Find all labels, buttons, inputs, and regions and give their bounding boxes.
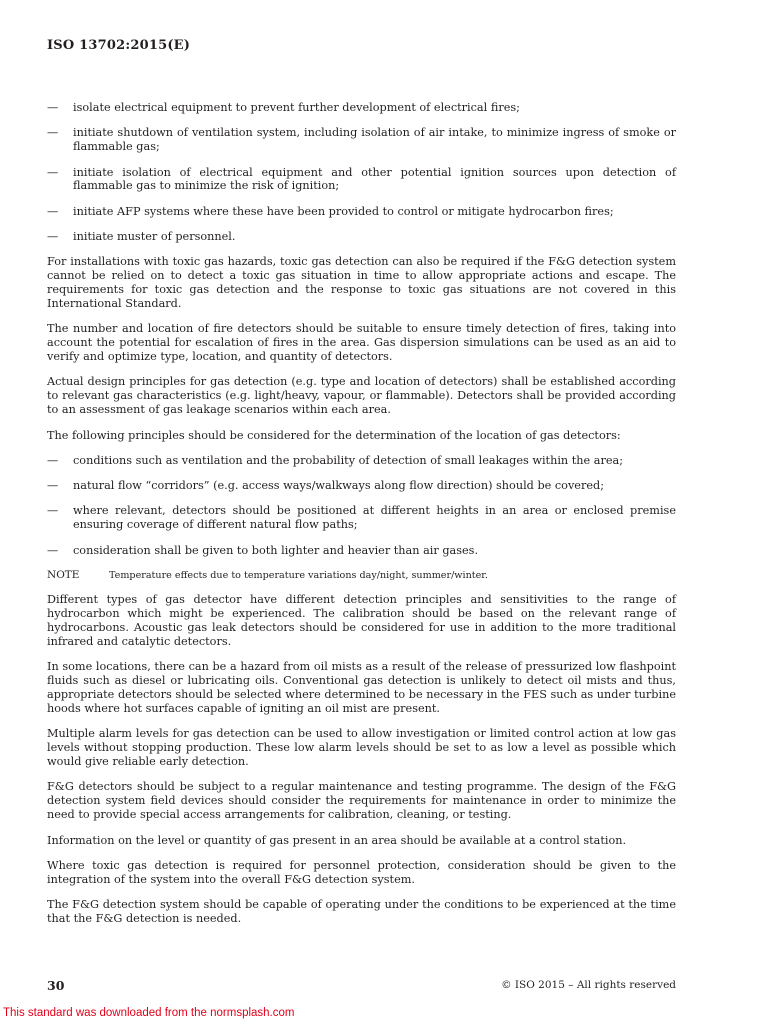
note-text: Temperature effects due to temperature variations day/night, summer/winter. <box>109 569 488 581</box>
list-item-text: natural flow “corridors” (e.g. access ways/walkways along flow direction) should be covered; <box>73 479 604 493</box>
list-item-text: where relevant, detectors should be positioned at different heights in an area or enclosed premise ensuring coverage of different natural flow paths; <box>73 504 676 532</box>
list-item <box>47 126 676 154</box>
bullet-dash: — <box>47 126 59 140</box>
bullet-dash: — <box>47 453 59 467</box>
paragraph-design-principles: Actual design principles for gas detection (e.g. type and location of detectors) shall be established according to relevant gas characteristics (e.g. light/heavy, vapour, or flammable). Detectors shall be provided according to an assessment of gas leakage scenarios within each area. <box>47 375 676 417</box>
main-content <box>47 101 676 937</box>
bullet-dash: — <box>47 504 59 518</box>
paragraph-toxic-gas: For installations with toxic gas hazards, toxic gas detection can also be required if the F&G detection system cannot be relied on to detect a toxic gas situation in time to allow appropriate actions and escape. The requirements for toxic gas detection and the response to toxic gas situations are not covered in this International Standard. <box>47 255 676 311</box>
list-item-text: initiate shutdown of ventilation system, including isolation of air intake, to minimize ingress of smoke or flammable gas; <box>73 126 676 154</box>
paragraph-alarm-levels: Multiple alarm levels for gas detection can be used to allow investigation or limited control action at low gas levels without stopping production. These low alarm levels should be set to as low a level as possible which would give reliable early detection. <box>47 727 676 769</box>
note <box>47 569 676 582</box>
list-item-text: conditions such as ventilation and the probability of detection of small leakages within the area; <box>73 453 623 467</box>
list-item <box>47 205 676 219</box>
page-number: 30 <box>47 978 65 993</box>
list-item <box>47 479 676 493</box>
list-item <box>47 230 676 244</box>
paragraph-oil-mists: In some locations, there can be a hazard from oil mists as a result of the release of pressurized low flashpoint fluids such as diesel or lubricating oils. Conventional gas detection is unlikely to detect oil mists and thus, appropriate detectors should be selected where determined to be necessary in the FES such as under turbine hoods where hot surfaces capable of igniting an oil mist are present. <box>47 660 676 716</box>
list-item-text: consideration shall be given to both lighter and heavier than air gases. <box>73 543 479 557</box>
bullet-dash: — <box>47 101 59 114</box>
document-header-id: ISO 13702:2015(E) <box>47 38 191 53</box>
list-item-text: initiate muster of personnel. <box>73 230 236 243</box>
list-item-text: isolate electrical equipment to prevent further development of electrical fires; <box>73 101 520 114</box>
list-item-text: initiate AFP systems where these have been provided to control or mitigate hydrocarbon fires; <box>73 204 614 218</box>
bullet-dash: — <box>47 479 59 493</box>
paragraph-fire-detectors: The number and location of fire detectors should be suitable to ensure timely detection of fires, taking into account the potential for escalation of fires in the area. Gas dispersion simulations can be used as an aid to verify and optimize type, location, and quantity of detectors. <box>47 322 676 364</box>
list-item <box>47 544 676 558</box>
bullet-dash: — <box>47 165 59 179</box>
note-label: NOTE <box>47 568 80 581</box>
paragraph-operating-conditions: The F&G detection system should be capable of operating under the conditions to be experienced at the time that the F&G detection is needed. <box>47 898 676 925</box>
list-item <box>47 166 676 194</box>
paragraph-maintenance: F&G detectors should be subject to a regular maintenance and testing programme. The design of the F&G detection system field devices should consider the requirements for maintenance in order to minimize the need to provide special access arrangements for calibration, cleaning, or testing. <box>47 780 676 822</box>
paragraph-detector-types: Different types of gas detector have different detection principles and sensitivities to the range of hydrocarbon which might be experienced. The calibration should be based on the relevant range of hydrocarbons. Acoustic gas leak detectors should be considered for use in addition to the more traditional infrared and catalytic detectors. <box>47 593 676 649</box>
copyright-notice: © ISO 2015 – All rights reserved <box>501 979 676 991</box>
list-item-text: initiate isolation of electrical equipment and other potential ignition sources upon detection of flammable gas to minimize the risk of ignition; <box>73 165 676 193</box>
paragraph-toxic-integration: Where toxic gas detection is required for personnel protection, consideration should be given to the integration of the system into the overall F&G detection system. <box>47 858 676 886</box>
download-notice: This standard was downloaded from the normsplash.com <box>3 1007 295 1019</box>
paragraph-principles-intro: The following principles should be considered for the determination of the location of gas detectors: <box>47 428 621 442</box>
bullet-dash: — <box>47 543 59 557</box>
paragraph-gas-level-info: Information on the level or quantity of gas present in an area should be available at a control station. <box>47 833 627 847</box>
bullet-dash: — <box>47 204 59 218</box>
bullet-dash: — <box>47 230 59 243</box>
list-item <box>47 454 676 468</box>
list-item <box>47 101 676 115</box>
list-item <box>47 504 676 532</box>
